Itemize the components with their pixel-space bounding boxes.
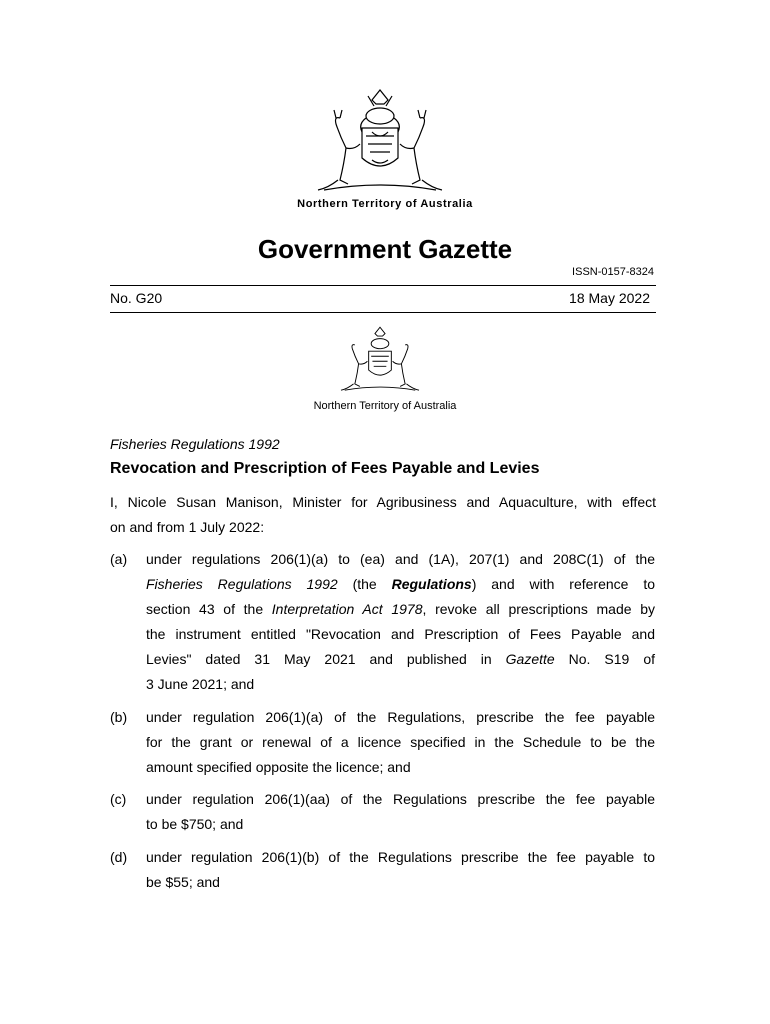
- item-line: to be $750; and: [146, 816, 244, 832]
- territory-name-top: Northern Territory of Australia: [297, 198, 473, 210]
- text-span: No. S19 of: [554, 651, 655, 667]
- text-span: ) and with reference to: [471, 576, 656, 592]
- text-span: section 43 of the: [146, 601, 272, 617]
- text-span: Levies" dated 31 May 2021 and published in: [146, 651, 506, 667]
- defined-term: Regulations: [391, 576, 472, 592]
- item-label: (a): [110, 551, 128, 567]
- item-line: [146, 572, 655, 597]
- territory-name-mid: Northern Territory of Australia: [313, 400, 457, 412]
- item-line: be $55; and: [146, 874, 220, 890]
- act-title: Fisheries Regulations 1992: [146, 576, 338, 592]
- header-rule-top: [110, 285, 656, 286]
- issue-date: 18 May 2022: [569, 290, 650, 306]
- coat-of-arms-icon: [310, 88, 450, 196]
- item-line: [146, 597, 655, 622]
- item-label: (b): [110, 709, 128, 725]
- item-line: [146, 647, 655, 672]
- issn-number: ISSN-0157-8324: [572, 266, 654, 278]
- item-line: for the grant or renewal of a licence specified in the Schedule to be the: [146, 734, 655, 750]
- item-line: the instrument entitled "Revocation and Prescription of Fees Payable and: [146, 626, 655, 642]
- notice-heading: Revocation and Prescription of Fees Payable and Levies: [110, 460, 540, 477]
- publication-title: Gazette: [505, 651, 555, 667]
- item-line: under regulation 206(1)(aa) of the Regulations prescribe the fee payable: [146, 791, 655, 807]
- item-text: [146, 547, 655, 697]
- act-title: Interpretation Act 1978: [271, 601, 423, 617]
- text-span: , revoke all prescriptions made by: [422, 601, 655, 617]
- header-rule-bottom: [110, 312, 656, 313]
- text-span: (the: [337, 576, 392, 592]
- item-text: [146, 787, 655, 837]
- item-line: amount specified opposite the licence; and: [146, 759, 411, 775]
- item-line: under regulation 206(1)(b) of the Regulations prescribe the fee payable to: [146, 849, 655, 865]
- item-label: (d): [110, 849, 128, 865]
- intro-paragraph: [110, 490, 656, 540]
- item-line: 3 June 2021; and: [146, 676, 255, 692]
- coat-of-arms-small-icon: [335, 326, 425, 394]
- item-text: [146, 845, 655, 895]
- regulation-name: Fisheries Regulations 1992: [110, 436, 280, 452]
- item-label: (c): [110, 791, 127, 807]
- item-line: under regulations 206(1)(a) to (ea) and (1A), 207(1) and 208C(1) of the: [146, 551, 655, 567]
- item-text: [146, 705, 655, 780]
- gazette-title: Government Gazette: [257, 234, 513, 264]
- intro-line: on and from 1 July 2022:: [110, 519, 265, 535]
- item-line: under regulation 206(1)(a) of the Regulations, prescribe the fee payable: [146, 709, 655, 725]
- intro-line: I, Nicole Susan Manison, Minister for Agribusiness and Aquaculture, with effect: [110, 494, 656, 510]
- issue-number: No. G20: [110, 290, 163, 306]
